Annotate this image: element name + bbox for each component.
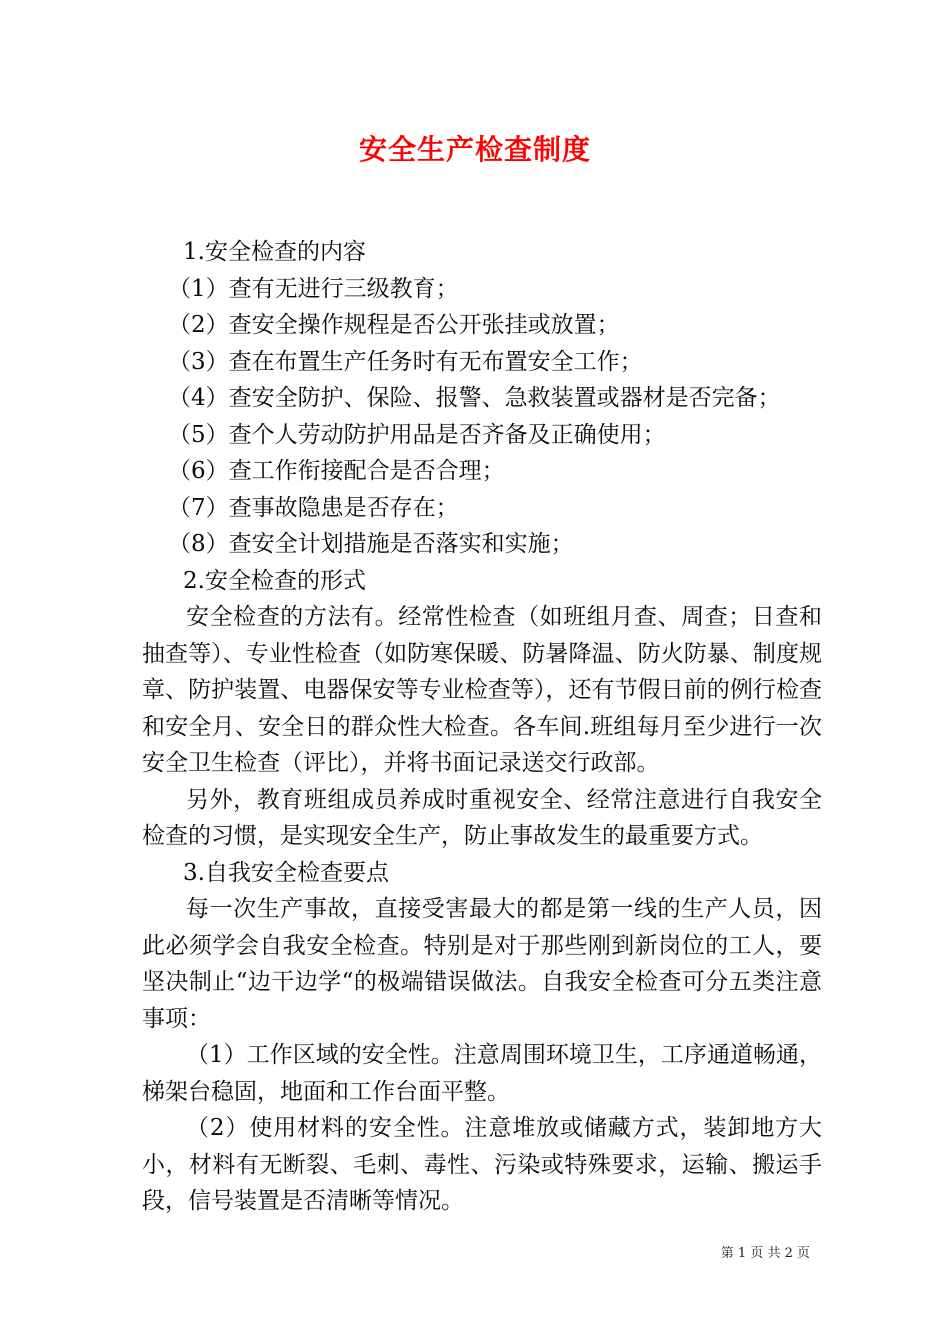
- body-paragraph: 安全检查的方法有。经常性检查（如班组月查、周查；日查和抽查等）、专业性检查（如防寒保暖、防暑降温、防火防暴、制度规章、防护装置、电器保安等专业检查等），还有节假日前的例行检查和安全月、安全日的群众性大检查。各车间.班组每月至少进行一次安全卫生检查（评比），并将书面记录送交行政部。: [142, 604, 822, 776]
- list-item: （8）查安全计划措施是否落实和实施；: [168, 531, 574, 557]
- page-number-indicator: 第 1 页 共 2 页: [720, 1246, 810, 1261]
- list-item: （5）查个人劳动防护用品是否齐备及正确使用；: [168, 421, 666, 448]
- body-paragraph: 每一次生产事故，直接受害最大的都是第一线的生产人员，因此必须学会自我安全检查。特别是对于那些刚到新岗位的工人，要坚决制止“边干边学“的极端错误做法。自我安全检查可分五类注意事项：: [142, 896, 822, 1032]
- list-item: （3）查在布置生产任务时有无布置安全工作；: [168, 348, 643, 375]
- list-item: （4）查安全防护、保险、报警、急救装置或器材是否完备；: [168, 385, 781, 411]
- body-paragraph: （2）使用材料的安全性。注意堆放或储藏方式，装卸地方大小，材料有无断裂、毛刺、毒性、污染或特殊要求，运输、搬运手段，信号装置是否清晰等情况。: [142, 1115, 822, 1214]
- section-heading: 3.自我安全检查要点: [183, 859, 389, 886]
- list-item: （6）查工作衔接配合是否合理；: [168, 458, 505, 484]
- list-item: （1）查有无进行三级教育；: [168, 275, 459, 302]
- page-title: 安全生产检查制度: [358, 133, 591, 166]
- list-item: （2）查安全操作规程是否公开张挂或放置；: [168, 312, 620, 338]
- body-paragraph: 另外，教育班组成员养成时重视安全、经常注意进行自我安全检查的习惯，是实现安全生产，防止事故发生的最重要方式。: [142, 786, 822, 849]
- section-heading: 1.安全检查的内容: [183, 239, 366, 265]
- document-body: [142, 234, 822, 1220]
- list-item: （7）查事故隐患是否存在；: [168, 494, 459, 521]
- body-paragraph: （1）工作区域的安全性。注意周围环境卫生，工序通道畅通，梯架台稳固，地面和工作台面平整。: [142, 1042, 822, 1105]
- section-heading: 2.安全检查的形式: [183, 567, 366, 594]
